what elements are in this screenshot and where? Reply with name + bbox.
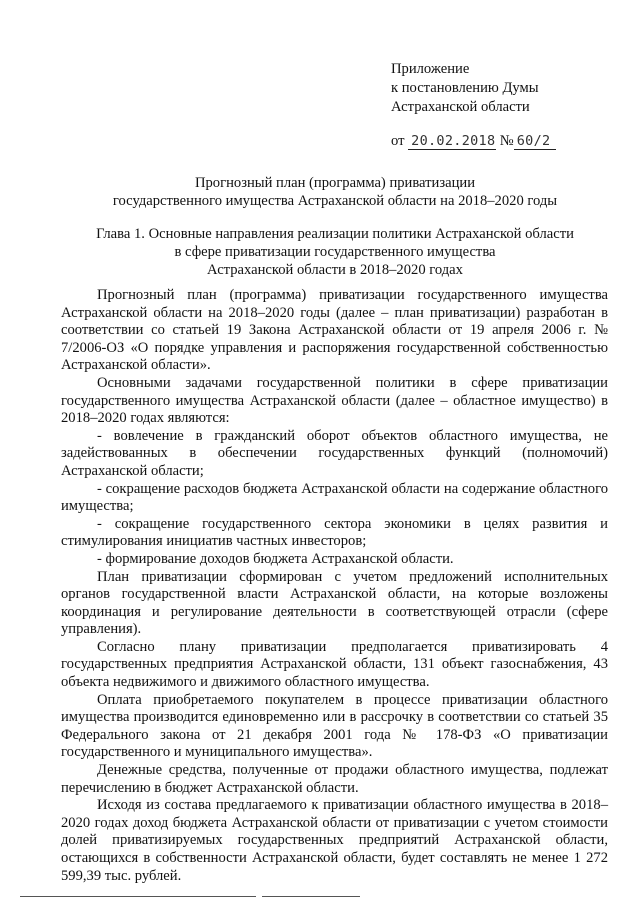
body-text	[61, 287, 608, 885]
paragraph: План приватизации сформирован с учетом предложений исполнительных органов государственной власти Астраханской области, на которые возложены координация и регулирование деятельности в соответствующей отрасли (сфере управления).	[61, 568, 608, 638]
paragraph: Согласно плану приватизации предполагается приватизировать 4 государственных предприятия Астраханской области, 131 объект газоснабжения, 43 объекта недвижимого и движимого областного имущества.	[61, 638, 608, 691]
document-title	[60, 174, 610, 210]
footer-rule-left	[20, 896, 256, 897]
number-prefix: №	[499, 133, 514, 149]
list-item: - сокращение государственного сектора экономики в целях развития и стимулирования инициатив частных инвесторов;	[61, 515, 608, 550]
footer-rule-right	[262, 896, 360, 897]
appendix-date-line	[391, 132, 556, 151]
appendix-block	[391, 60, 556, 151]
list-item: - вовлечение в гражданский оборот объектов областного имущества, не задействованных в обеспечении государственных функций (полномочий) Астраханской области;	[61, 427, 608, 479]
paragraph: Основными задачами государственной политики в сфере приватизации государственного имущества Астраханской области (далее – областное имущество) в 2018–2020 годах являются:	[61, 374, 608, 427]
chapter-line-1: Глава 1. Основные направления реализации политики Астраханской области	[96, 226, 574, 242]
appendix-line-1: Приложение	[391, 61, 470, 77]
decree-number: 60/2	[514, 134, 556, 150]
list-item: - формирование доходов бюджета Астраханской области.	[97, 550, 454, 567]
list-item: - сокращение расходов бюджета Астраханской области на содержание областного имущества;	[61, 480, 608, 515]
title-line-1: Прогнозный план (программа) приватизации	[194, 175, 476, 191]
paragraph: Оплата приобретаемого покупателем в процессе приватизации областного имущества производится единовременно или в рассрочку в соответствии со статьей 35 Федерального закона от 21 декабря 2001 года № 178-ФЗ «О приватизации государственного и муниципального имущества».	[61, 691, 608, 761]
appendix-line-2: к постановлению Думы	[391, 80, 539, 96]
appendix-line-3: Астраханской области	[391, 99, 530, 115]
paragraph: Исходя из состава предлагаемого к приватизации областного имущества в 2018–2020 годах доход бюджета Астраханской области от приватизации с учетом стоимости долей приватизируемых государственных предприятий Астраханской области, остающихся в собственности Астраханской области, будет составлять не менее 1 272 599,39 тыс. рублей.	[61, 797, 608, 884]
date-prefix: от	[391, 133, 405, 149]
chapter-heading	[60, 225, 610, 279]
title-line-2: государственного имущества Астраханской области на 2018–2020 годы	[112, 193, 558, 209]
chapter-line-2: в сфере приватизации государственного имущества	[174, 244, 496, 260]
chapter-line-3: Астраханской области в 2018–2020 годах	[207, 262, 463, 278]
paragraph: Денежные средства, полученные от продажи областного имущества, подлежат перечислению в бюджет Астраханской области.	[61, 762, 608, 796]
paragraph: Прогнозный план (программа) приватизации государственного имущества Астраханской области на 2018–2020 годы (далее – план приватизации) разработан в соответствии со статьей 19 Закона Астраханской области от 19 апреля 2006 г. № 7/2006-ОЗ «О порядке управления и распоряжения государственной собственностью Астраханской области».	[61, 287, 608, 374]
decree-date: 20.02.2018	[408, 134, 496, 150]
